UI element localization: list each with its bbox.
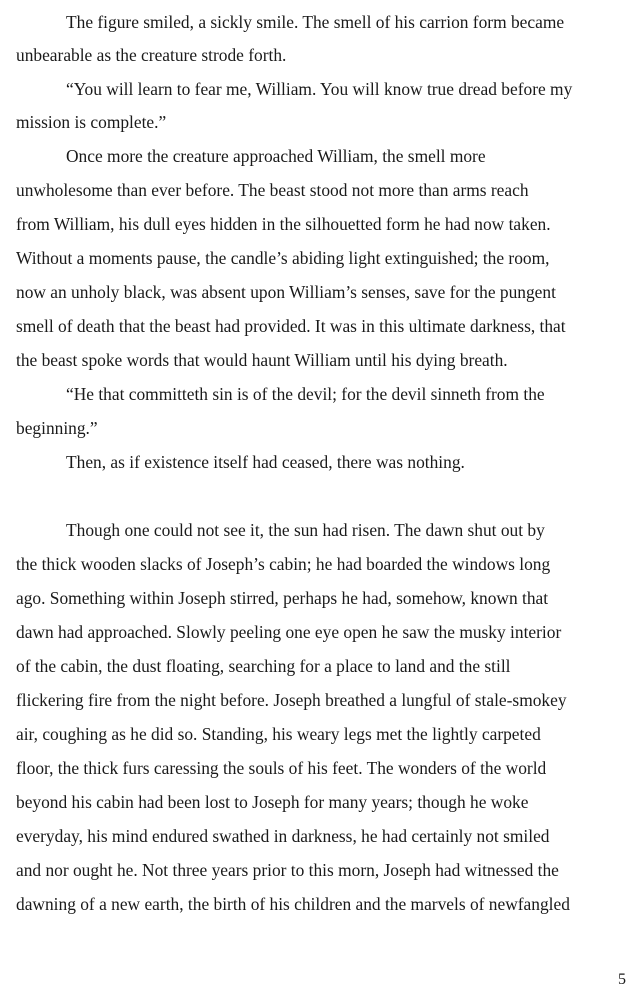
text-line: dawn had approached. Slowly peeling one eye open he saw the musky interior (16, 622, 562, 642)
text-line: Then, as if existence itself had ceased, there was nothing. (66, 452, 465, 472)
text-line: the thick wooden slacks of Joseph’s cabin; he had boarded the windows long (16, 554, 551, 574)
text-line: the beast spoke words that would haunt William until his dying breath. (16, 350, 508, 370)
text-line: Once more the creature approached William, the smell more (66, 146, 486, 166)
text-line: smell of death that the beast had provided. It was in this ultimate darkness, that (16, 316, 566, 336)
text-line: mission is complete.” (16, 112, 167, 132)
text-line: beginning.” (16, 418, 98, 438)
text-line: ago. Something within Joseph stirred, perhaps he had, somehow, known that (16, 588, 549, 608)
text-line: unbearable as the creature strode forth. (16, 45, 287, 65)
text-line: floor, the thick furs caressing the souls of his feet. The wonders of the world (16, 758, 547, 778)
text-line: and nor ought he. Not three years prior to this morn, Joseph had witnessed the (16, 860, 559, 880)
text-line: dawning of a new earth, the birth of his children and the marvels of newfangled (16, 894, 570, 914)
text-line: from William, his dull eyes hidden in the silhouetted form he had now taken. (16, 214, 551, 234)
text-line: everyday, his mind endured swathed in darkness, he had certainly not smiled (16, 826, 550, 846)
text-line: of the cabin, the dust floating, searching for a place to land and the still (16, 656, 511, 676)
page-number: 5 (618, 971, 626, 988)
text-line: now an unholy black, was absent upon William’s senses, save for the pungent (16, 282, 556, 302)
text-line: flickering fire from the night before. Joseph breathed a lungful of stale-smokey (16, 690, 567, 710)
text-line: Though one could not see it, the sun had risen. The dawn shut out by (66, 520, 545, 540)
text-line: beyond his cabin had been lost to Joseph for many years; though he woke (16, 792, 529, 812)
text-line: Without a moments pause, the candle’s abiding light extinguished; the room, (16, 248, 550, 268)
text-line: “You will learn to fear me, William. You will know true dread before my (66, 79, 573, 99)
text-line: unwholesome than ever before. The beast stood not more than arms reach (16, 180, 529, 200)
text-line: air, coughing as he did so. Standing, his weary legs met the lightly carpeted (16, 724, 541, 744)
text-line: “He that committeth sin is of the devil; for the devil sinneth from the (66, 384, 545, 404)
text-line: The figure smiled, a sickly smile. The smell of his carrion form became (66, 12, 565, 32)
